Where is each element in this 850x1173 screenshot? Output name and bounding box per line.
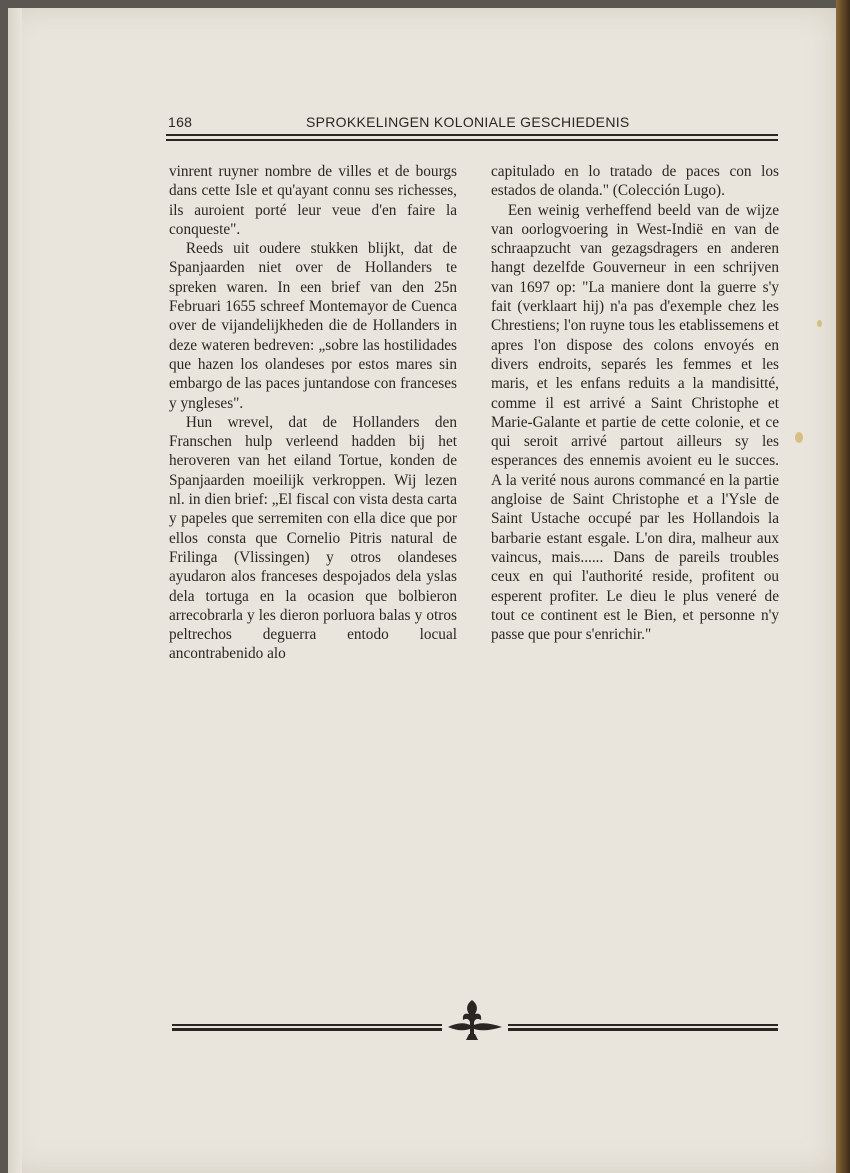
header-rule-top [166, 134, 778, 136]
running-header [168, 114, 778, 134]
paragraph: capitulado en lo tratado de paces con los estados de olanda." (Colección Lugo). [491, 163, 779, 200]
floral-ornament-icon [172, 990, 778, 1050]
paragraph: vinrent ruyner nombre de villes et de bourgs dans cette Isle et qu'ayant connu ses richesses, ils auroient porté leur veue d'en faire la conqueste". [169, 163, 457, 238]
paragraph: Hun wrevel, dat de Hollanders den Franschen hulp verleend hadden bij het heroveren van het eiland Tortue, konden de Spanjaarden moeilijk verkroppen. Wij lezen nl. in dien brief: „El fiscal con vista desta carta y papeles que serremiten con ella dice que por ellos consta que Cornelio Pitris natural de Frilinga (Vlissingen) y otros olandeses ayudaron alos franceses despojados dela yslas dela tortuga en la ocasion que bolbieron arrecobrarla y les dieron porluora balas y otros peltrechos deguerra entodo locual ancontrabenido alo [169, 413, 457, 663]
header-rule-bottom [166, 139, 778, 141]
stain-spot [817, 320, 822, 327]
stain-spot [795, 432, 803, 443]
paragraph: Een weinig verheffend beeld van de wijze van oorlogvoering in West-Indië en van de schraapzucht van gezagsdragers en anderen hangt dezelfde Gouverneur in een schrijven van 1697 op: "La maniere dont la guerre s'y fait (verklaart hij) n'a pas d'exemple chez les Chrestiens; l'on ruyne tous les etablissemens et apres l'on dispose des colons envoyés en divers endroits, separés les femmes et les maris, et les enfans reduits a la mandisitté, comme il est arrivé a Saint Christophe et Marie-Galante et partie de cette colonie, et ce qui seroit arrivé partout ailleurs sy les esperances des ennemis avoient eu le succes. A la verité nous aurons commancé en la partie angloise de Saint Christophe et a l'Ysle de Saint Ustache occupé par les Hollandois la barbarie estant esgale. L'on dira, malheur aux vaincus, mais...... Dans de pareils troubles ceux en qui l'authorité reside, profitent ou esperent profiter. Le dieu le plus veneré de tout ce continent est le Bien, et personne n'y passe que pour s'enrichir." [491, 201, 779, 644]
footer-ornament [172, 990, 778, 1050]
page-left-edge [8, 8, 22, 1173]
right-column [491, 162, 779, 644]
page-number: 168 [168, 114, 193, 130]
left-column [169, 162, 457, 664]
running-title: SPROKKELINGEN KOLONIALE GESCHIEDENIS [306, 114, 630, 130]
paragraph: Reeds uit oudere stukken blijkt, dat de Spanjaarden niet over de Hollanders te spreken waren. In een brief van den 25n Februari 1655 schreef Montemayor de Cuenca over de vijandelijkheden die de Hollanders in deze wateren bedreven: „sobre las hostilidades que hazen los olandeses por estos mares sin embargo de las paces juntandose con franceses y yngleses". [169, 240, 457, 412]
book-spine [836, 0, 850, 1173]
